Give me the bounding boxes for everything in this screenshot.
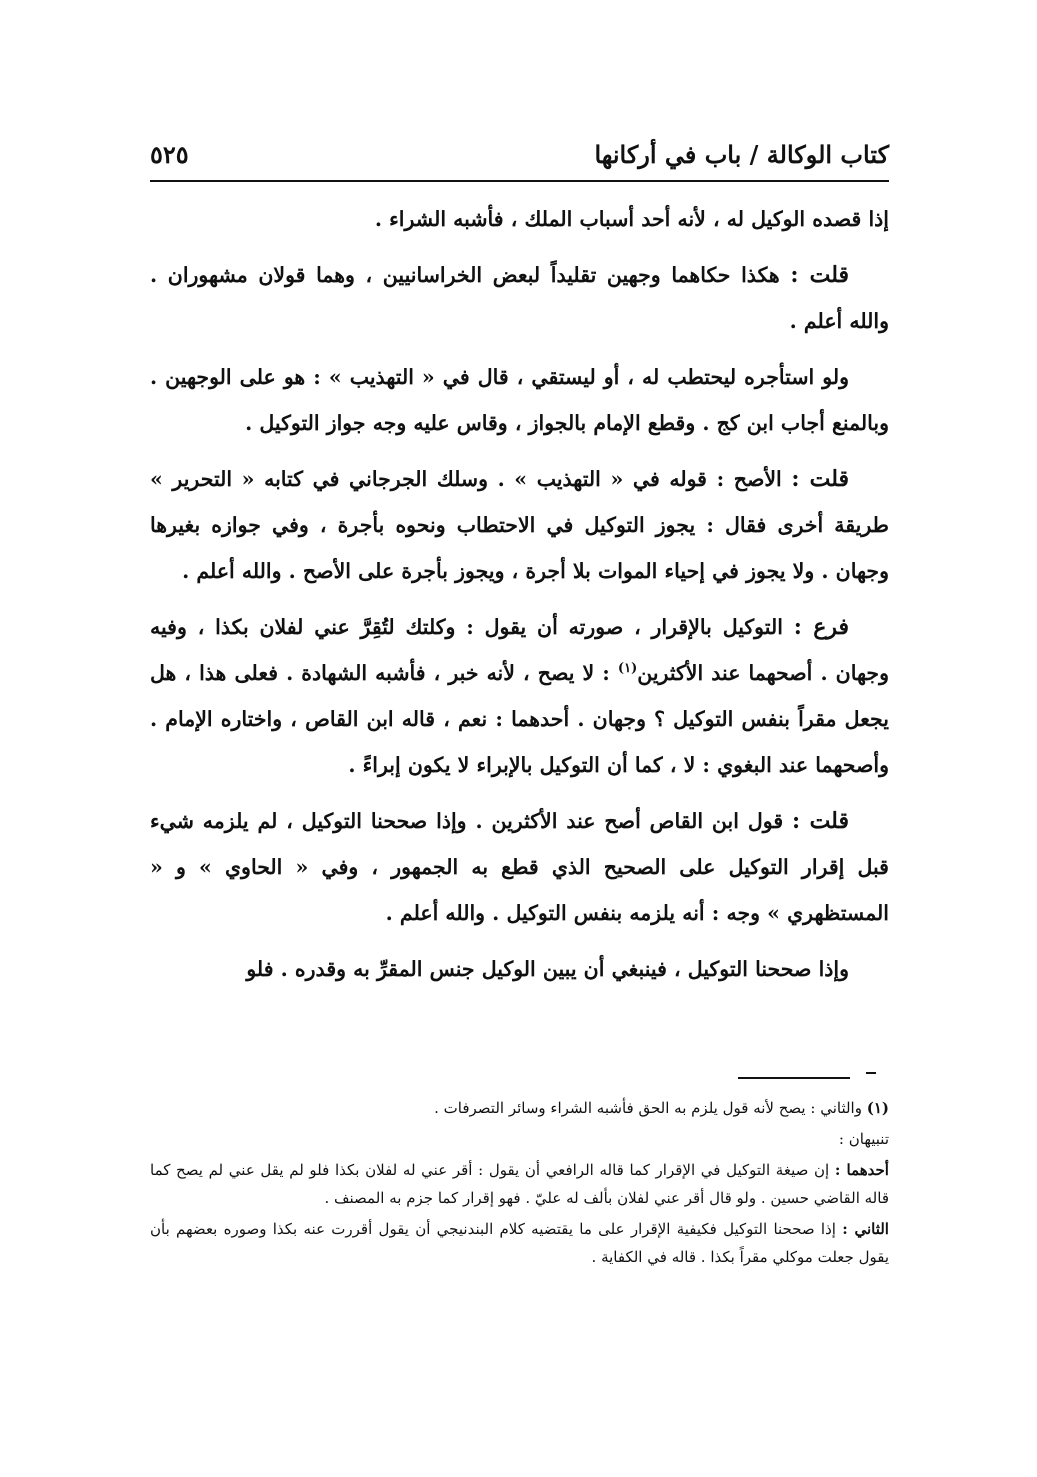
paragraph-7 [150, 946, 889, 992]
footnote-lead: الثاني : [842, 1220, 889, 1238]
paragraph-5 [150, 604, 889, 788]
footnote-note-1 [150, 1156, 889, 1212]
footnote-rule-mark [866, 1072, 876, 1074]
footnote-text: تنبيهان : [838, 1130, 889, 1148]
paragraph-2 [150, 252, 889, 344]
footnote-1 [150, 1094, 889, 1122]
header-rule [150, 180, 889, 182]
paragraph-6 [150, 798, 889, 936]
paragraph-lead: فرع : [793, 614, 849, 640]
paragraph-text: هكذا حكاهما وجهين تقليداً لبعض الخراسانيين ، وهما قولان مشهوران . والله أعلم . [150, 263, 889, 333]
paragraph-text: وإذا صححنا التوكيل ، فينبغي أن يبين الوكيل جنس المقرِّ به وقدره . فلو [246, 957, 849, 981]
footnote-note-2 [150, 1215, 889, 1271]
footnote-rule [738, 1077, 850, 1079]
main-text [150, 196, 889, 1002]
paragraph-3 [150, 354, 889, 446]
paragraph-text: إذا قصده الوكيل له ، لأنه أحد أسباب الملك ، فأشبه الشراء . [374, 207, 889, 231]
paragraph-lead: قلت : [790, 262, 850, 288]
footnote-text: والثاني : يصح لأنه قول يلزم به الحق فأشبه الشراء وسائر التصرفات . [434, 1099, 867, 1117]
footnote-lead: أحدهما : [834, 1161, 889, 1179]
footnote-number: (١) [866, 1099, 889, 1117]
paragraph-text: الأصح : قوله في « التهذيب » . وسلك الجرجاني في كتابه « التحرير » طريقة أخرى فقال : يجوز التوكيل في الاحتطاب ونحوه بأجرة ، وفي جوازه بغيرها وجهان . ولا يجوز في إحياء الموات بلا أجرة ، ويجوز بأجرة على الأصح . والله أعلم . [150, 467, 889, 583]
footnote-note-heading [150, 1125, 889, 1153]
paragraph-text: : لا يصح ، لأنه خبر ، فأشبه الشهادة . فعلى هذا ، هل يجعل مقراً بنفس التوكيل ؟ وجهان . أحدهما : نعم ، قاله ابن القاص ، واختاره الإمام . وأصحهما عند البغوي : لا ، كما أن التوكيل بالإبراء لا يكون إبراءً . [150, 661, 889, 777]
paragraph-lead: قلت : [792, 808, 849, 834]
running-title: كتاب الوكالة / باب في أركانها [594, 140, 889, 169]
paragraph-text: التوكيل بالإقرار ، صورته أن يقول : وكلتك لتُقِرَّ عني لفلان بكذا ، وفيه وجهان . أصحهما عند الأكثرين [150, 615, 889, 685]
footnote-text: إذا صححنا التوكيل فكيفية الإقرار على ما يقتضيه كلام البندنيجي أن يقول أقررت عنه بكذا وصوره بعضهم بأن يقول جعلت موكلي مقراً بكذا . قاله في الكفاية . [150, 1220, 889, 1266]
footnote-reference: (١) [617, 661, 638, 677]
footnotes [150, 1094, 889, 1274]
page-number: ٥٢٥ [150, 140, 189, 169]
paragraph-4 [150, 456, 889, 594]
paragraph-text: ولو استأجره ليحتطب له ، أو ليستقي ، قال في « التهذيب » : هو على الوجهين . وبالمنع أجاب ابن كج . وقطع الإمام بالجواز ، وقاس عليه وجه جواز التوكيل . [150, 365, 889, 435]
paragraph-1 [150, 196, 889, 242]
paragraph-text: قول ابن القاص أصح عند الأكثرين . وإذا صححنا التوكيل ، لم يلزمه شيء قبل إقرار التوكيل على الصحيح الذي قطع به الجمهور ، وفي « الحاوي » و « المستظهري » وجه : أنه يلزمه بنفس التوكيل . والله أعلم . [150, 809, 889, 925]
page-header [150, 140, 889, 176]
paragraph-lead: قلت : [791, 466, 849, 492]
footnote-text: إن صيغة التوكيل في الإقرار كما قاله الرافعي أن يقول : أقر عني له لفلان بكذا فلو لم يقل عني لم يصح كما قاله القاضي حسين . ولو قال أقر عني لفلان بألف له عليّ . فهو إقرار كما جزم به المصنف . [150, 1161, 889, 1207]
